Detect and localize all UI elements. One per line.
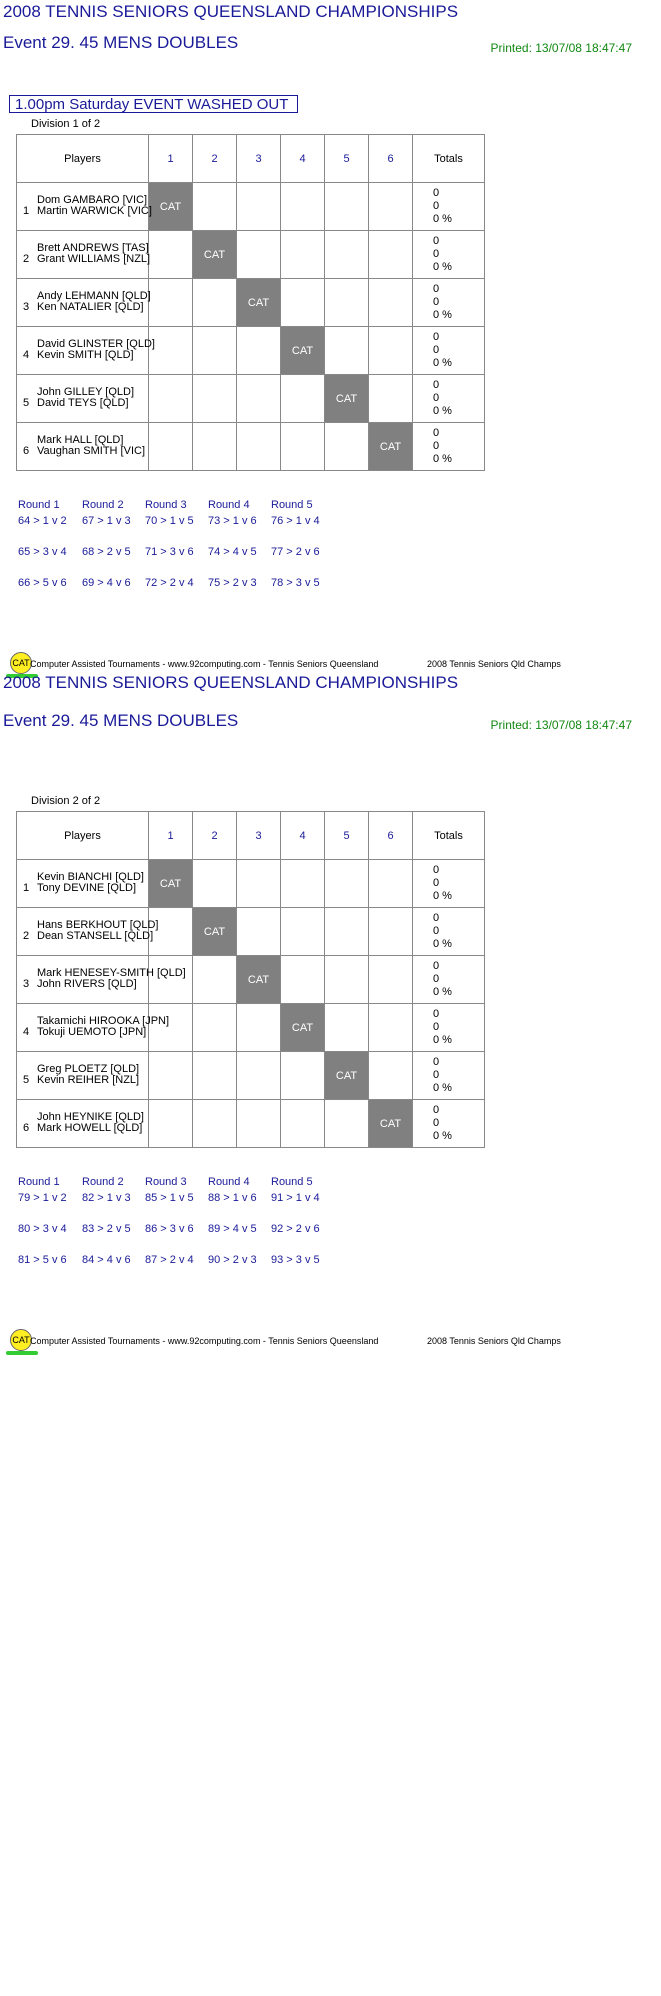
total-percent: 0 % (433, 986, 452, 998)
round-robin-grid (16, 811, 485, 1148)
round-label: Round 1 (18, 499, 60, 511)
total-value: 0 (433, 1008, 440, 1020)
total-value: 0 (433, 877, 440, 889)
result-cell (193, 1004, 237, 1052)
result-cell (369, 279, 413, 327)
match-entry: 87 > 2 v 4 (145, 1254, 194, 1266)
round-label: Round 2 (82, 499, 124, 511)
player-names (37, 291, 151, 313)
total-percent: 0 % (433, 357, 452, 369)
table-row (17, 956, 485, 1004)
totals-cell (413, 1100, 485, 1148)
totals-cell (413, 908, 485, 956)
match-entry: 84 > 4 v 6 (82, 1254, 131, 1266)
total-value: 0 (433, 973, 440, 985)
totals-cell (413, 279, 485, 327)
grid-header-row (17, 812, 485, 860)
total-percent: 0 % (433, 453, 452, 465)
table-row (17, 231, 485, 279)
player-name: Kevin BIANCHI [QLD] (37, 871, 144, 883)
player-name: Martin WARWICK [VIC] (37, 205, 152, 217)
result-cell (149, 279, 193, 327)
result-cell (193, 423, 237, 471)
result-cell (281, 860, 325, 908)
match-entry: 86 > 3 v 6 (145, 1223, 194, 1235)
result-cell (325, 423, 369, 471)
players-cell (17, 327, 155, 375)
row-number: 3 (23, 978, 30, 990)
result-cell (281, 956, 325, 1004)
table-row (17, 908, 485, 956)
table-row (17, 1100, 485, 1148)
result-cell (369, 908, 413, 956)
total-percent: 0 % (433, 213, 452, 225)
footer-event-name: 2008 Tennis Seniors Qld Champs (427, 1336, 561, 1346)
player-name: Kevin REIHER [NZL] (37, 1074, 140, 1086)
grid-header-cell: 1 (149, 812, 193, 860)
division-label: Division 1 of 2 (31, 118, 101, 130)
match-entry: 65 > 3 v 4 (18, 546, 67, 558)
total-value: 0 (433, 283, 440, 295)
match-entry: 71 > 3 v 6 (145, 546, 194, 558)
player-name: Tony DEVINE [QLD] (37, 882, 137, 894)
match-entry: 73 > 1 v 6 (208, 515, 257, 527)
result-cell (369, 1052, 413, 1100)
player-name: Mark HALL [QLD] (37, 434, 124, 446)
round-label: Round 4 (208, 499, 250, 511)
player-name: John HEYNIKE [QLD] (37, 1111, 144, 1123)
table-row (17, 423, 485, 471)
total-value: 0 (433, 1021, 440, 1033)
player-names (37, 195, 152, 217)
cat-logo-icon: CAT (10, 652, 32, 674)
player-name: Takamichi HIROOKA [JPN] (37, 1015, 170, 1027)
result-cell (237, 908, 281, 956)
result-cell (193, 375, 237, 423)
player-name: David TEYS [QLD] (37, 397, 129, 409)
result-cell (237, 231, 281, 279)
total-value: 0 (433, 1104, 440, 1116)
player-name: Grant WILLIAMS [NZL] (37, 253, 151, 265)
row-number: 2 (23, 930, 30, 942)
totals-cell (413, 375, 485, 423)
total-value: 0 (433, 427, 440, 439)
row-number: 6 (23, 445, 30, 457)
match-entry: 67 > 1 v 3 (82, 515, 131, 527)
result-cell (237, 423, 281, 471)
result-cell (193, 1100, 237, 1148)
championship-title: 2008 TENNIS SENIORS QUEENSLAND CHAMPIONSHIPS (3, 673, 459, 692)
result-cell (281, 231, 325, 279)
players-cell (17, 423, 149, 471)
match-entry: 79 > 1 v 2 (18, 1192, 67, 1204)
grid-header-cell: 4 (281, 812, 325, 860)
self-match-cell: CAT (369, 423, 413, 471)
grid-header-cell: Totals (413, 135, 485, 183)
totals-cell (413, 423, 485, 471)
result-cell (325, 956, 369, 1004)
row-number: 1 (23, 882, 30, 894)
match-entry: 93 > 3 v 5 (271, 1254, 320, 1266)
self-match-cell: CAT (237, 956, 281, 1004)
event-title: Event 29. 45 MENS DOUBLES (3, 711, 239, 730)
footer (0, 1329, 661, 1359)
footer-text: Computer Assisted Tournaments - www.92computing.com - Tennis Seniors Queensland (30, 659, 379, 669)
result-cell (369, 183, 413, 231)
table-row (17, 1004, 485, 1052)
players-cell (17, 183, 152, 231)
player-name: Dean STANSELL [QLD] (37, 930, 154, 942)
grid-header-cell: 1 (149, 135, 193, 183)
grid-header-cell: 3 (237, 812, 281, 860)
table-row (17, 1052, 485, 1100)
round-label: Round 4 (208, 1176, 250, 1188)
cat-logo-icon: CAT (10, 1329, 32, 1351)
match-entry: 75 > 2 v 3 (208, 577, 257, 589)
event-title: Event 29. 45 MENS DOUBLES (3, 33, 239, 52)
result-cell (369, 1004, 413, 1052)
match-entry: 89 > 4 v 5 (208, 1223, 257, 1235)
logo-swoosh-icon (6, 1351, 38, 1355)
grid-header-cell: 5 (325, 135, 369, 183)
player-name: Mark HOWELL [QLD] (37, 1122, 143, 1134)
match-entry: 66 > 5 v 6 (18, 577, 67, 589)
total-value: 0 (433, 912, 440, 924)
match-entry: 90 > 2 v 3 (208, 1254, 257, 1266)
match-entry: 76 > 1 v 4 (271, 515, 320, 527)
player-names (37, 872, 144, 894)
total-value: 0 (433, 925, 440, 937)
self-match-cell: CAT (193, 908, 237, 956)
player-names (37, 339, 155, 361)
result-cell (325, 860, 369, 908)
row-number: 3 (23, 301, 30, 313)
printed-timestamp: Printed: 13/07/08 18:47:47 (490, 41, 632, 55)
result-cell (193, 327, 237, 375)
grid-header-cell: 2 (193, 812, 237, 860)
result-cell (237, 860, 281, 908)
total-value: 0 (433, 296, 440, 308)
match-entry: 81 > 5 v 6 (18, 1254, 67, 1266)
match-entry: 85 > 1 v 5 (145, 1192, 194, 1204)
row-number: 4 (23, 1026, 30, 1038)
result-cell (325, 1100, 369, 1148)
match-entry: 64 > 1 v 2 (18, 515, 67, 527)
row-number: 5 (23, 1074, 30, 1086)
total-value: 0 (433, 960, 440, 972)
total-value: 0 (433, 344, 440, 356)
result-cell (325, 231, 369, 279)
total-value: 0 (433, 379, 440, 391)
result-cell (281, 1052, 325, 1100)
player-name: John RIVERS [QLD] (37, 978, 137, 990)
result-cell (369, 327, 413, 375)
player-names (37, 435, 145, 457)
totals-cell (413, 1004, 485, 1052)
result-cell (325, 183, 369, 231)
players-cell (17, 860, 149, 908)
match-entry: 77 > 2 v 6 (271, 546, 320, 558)
total-value: 0 (433, 187, 440, 199)
totals-cell (413, 183, 485, 231)
players-cell (17, 1100, 149, 1148)
player-name: Ken NATALIER [QLD] (37, 301, 144, 313)
total-value: 0 (433, 235, 440, 247)
championship-title: 2008 TENNIS SENIORS QUEENSLAND CHAMPIONSHIPS (3, 2, 459, 21)
player-name: Andy LEHMANN [QLD] (37, 290, 151, 302)
player-name: Dom GAMBARO [VIC] (37, 194, 148, 206)
result-cell (193, 183, 237, 231)
player-name: David GLINSTER [QLD] (37, 338, 155, 350)
result-cell (369, 375, 413, 423)
total-percent: 0 % (433, 309, 452, 321)
row-number: 5 (23, 397, 30, 409)
result-cell (325, 1004, 369, 1052)
grid-header-cell: 2 (193, 135, 237, 183)
players-cell (17, 1004, 170, 1052)
grid-header-cell: 5 (325, 812, 369, 860)
result-cell (281, 908, 325, 956)
division-label: Division 2 of 2 (31, 795, 101, 807)
player-name: John GILLEY [QLD] (37, 386, 135, 398)
result-cell (369, 956, 413, 1004)
result-cell (281, 375, 325, 423)
round-label: Round 3 (145, 1176, 187, 1188)
grid-header-cell: 3 (237, 135, 281, 183)
result-cell (193, 860, 237, 908)
result-cell (149, 327, 193, 375)
row-number: 1 (23, 205, 30, 217)
match-entry: 68 > 2 v 5 (82, 546, 131, 558)
match-entry: 72 > 2 v 4 (145, 577, 194, 589)
player-names (37, 1064, 139, 1086)
event-notice: 1.00pm Saturday EVENT WASHED OUT (9, 95, 298, 113)
player-name: Vaughan SMITH [VIC] (37, 445, 146, 457)
round-label: Round 1 (18, 1176, 60, 1188)
match-entry: 82 > 1 v 3 (82, 1192, 131, 1204)
player-name: Greg PLOETZ [QLD] (37, 1063, 140, 1075)
row-number: 4 (23, 349, 30, 361)
players-cell (17, 375, 149, 423)
player-names (37, 968, 186, 990)
result-cell (149, 1100, 193, 1148)
total-value: 0 (433, 392, 440, 404)
player-name: Mark HENESEY-SMITH [QLD] (37, 967, 186, 979)
player-name: Kevin SMITH [QLD] (37, 349, 134, 361)
grid-header-cell: Players (17, 135, 149, 183)
result-cell (149, 423, 193, 471)
total-percent: 0 % (433, 1034, 452, 1046)
players-cell (17, 956, 186, 1004)
result-cell (149, 231, 193, 279)
total-percent: 0 % (433, 938, 452, 950)
result-cell (281, 279, 325, 327)
result-cell (149, 375, 193, 423)
total-percent: 0 % (433, 405, 452, 417)
total-value: 0 (433, 331, 440, 343)
row-number: 2 (23, 253, 30, 265)
grid-header-cell: Totals (413, 812, 485, 860)
result-cell (369, 860, 413, 908)
result-cell (237, 1100, 281, 1148)
player-names (37, 920, 158, 942)
result-cell (325, 908, 369, 956)
grid-header-cell: 4 (281, 135, 325, 183)
self-match-cell: CAT (325, 375, 369, 423)
total-value: 0 (433, 200, 440, 212)
self-match-cell: CAT (325, 1052, 369, 1100)
match-entry: 74 > 4 v 5 (208, 546, 257, 558)
player-name: Hans BERKHOUT [QLD] (37, 919, 159, 931)
match-entry: 80 > 3 v 4 (18, 1223, 67, 1235)
round-label: Round 5 (271, 499, 313, 511)
self-match-cell: CAT (149, 860, 193, 908)
grid-header-cell: Players (17, 812, 149, 860)
players-cell (17, 279, 149, 327)
player-names (37, 1016, 169, 1038)
total-value: 0 (433, 1069, 440, 1081)
total-value: 0 (433, 1117, 440, 1129)
players-cell (17, 908, 159, 956)
self-match-cell: CAT (237, 279, 281, 327)
result-cell (325, 327, 369, 375)
player-names (37, 1112, 144, 1134)
round-label: Round 3 (145, 499, 187, 511)
result-cell (237, 183, 281, 231)
self-match-cell: CAT (281, 327, 325, 375)
total-percent: 0 % (433, 890, 452, 902)
result-cell (237, 1004, 281, 1052)
table-row (17, 375, 485, 423)
players-cell (17, 1052, 149, 1100)
table-row (17, 183, 485, 231)
match-entry: 92 > 2 v 6 (271, 1223, 320, 1235)
printed-timestamp: Printed: 13/07/08 18:47:47 (490, 718, 632, 732)
result-cell (281, 1100, 325, 1148)
total-value: 0 (433, 1056, 440, 1068)
result-cell (193, 1052, 237, 1100)
round-label: Round 5 (271, 1176, 313, 1188)
result-cell (369, 231, 413, 279)
row-number: 6 (23, 1122, 30, 1134)
total-percent: 0 % (433, 261, 452, 273)
match-entry: 83 > 2 v 5 (82, 1223, 131, 1235)
footer-text: Computer Assisted Tournaments - www.92computing.com - Tennis Seniors Queensland (30, 1336, 379, 1346)
totals-cell (413, 860, 485, 908)
player-name: Brett ANDREWS [TAS] (37, 242, 149, 254)
players-cell (17, 231, 149, 279)
result-cell (237, 327, 281, 375)
total-percent: 0 % (433, 1130, 452, 1142)
self-match-cell: CAT (369, 1100, 413, 1148)
table-row (17, 279, 485, 327)
table-row (17, 860, 485, 908)
result-cell (237, 375, 281, 423)
grid-header-cell: 6 (369, 812, 413, 860)
table-row (17, 327, 485, 375)
footer-event-name: 2008 Tennis Seniors Qld Champs (427, 659, 561, 669)
match-entry: 69 > 4 v 6 (82, 577, 131, 589)
round-label: Round 2 (82, 1176, 124, 1188)
result-cell (281, 423, 325, 471)
self-match-cell: CAT (193, 231, 237, 279)
total-value: 0 (433, 440, 440, 452)
self-match-cell: CAT (149, 183, 193, 231)
match-entry: 88 > 1 v 6 (208, 1192, 257, 1204)
total-value: 0 (433, 864, 440, 876)
self-match-cell: CAT (281, 1004, 325, 1052)
totals-cell (413, 1052, 485, 1100)
player-name: Tokuji UEMOTO [JPN] (37, 1026, 147, 1038)
grid-header-row (17, 135, 485, 183)
player-names (37, 243, 150, 265)
result-cell (149, 1052, 193, 1100)
player-names (37, 387, 134, 409)
grid-header-cell: 6 (369, 135, 413, 183)
round-robin-grid (16, 134, 485, 471)
match-entry: 78 > 3 v 5 (271, 577, 320, 589)
totals-cell (413, 327, 485, 375)
total-percent: 0 % (433, 1082, 452, 1094)
totals-cell (413, 231, 485, 279)
result-cell (193, 279, 237, 327)
result-cell (281, 183, 325, 231)
totals-cell (413, 956, 485, 1004)
match-entry: 91 > 1 v 4 (271, 1192, 320, 1204)
result-cell (237, 1052, 281, 1100)
result-cell (193, 956, 237, 1004)
match-entry: 70 > 1 v 5 (145, 515, 194, 527)
result-cell (325, 279, 369, 327)
total-value: 0 (433, 248, 440, 260)
